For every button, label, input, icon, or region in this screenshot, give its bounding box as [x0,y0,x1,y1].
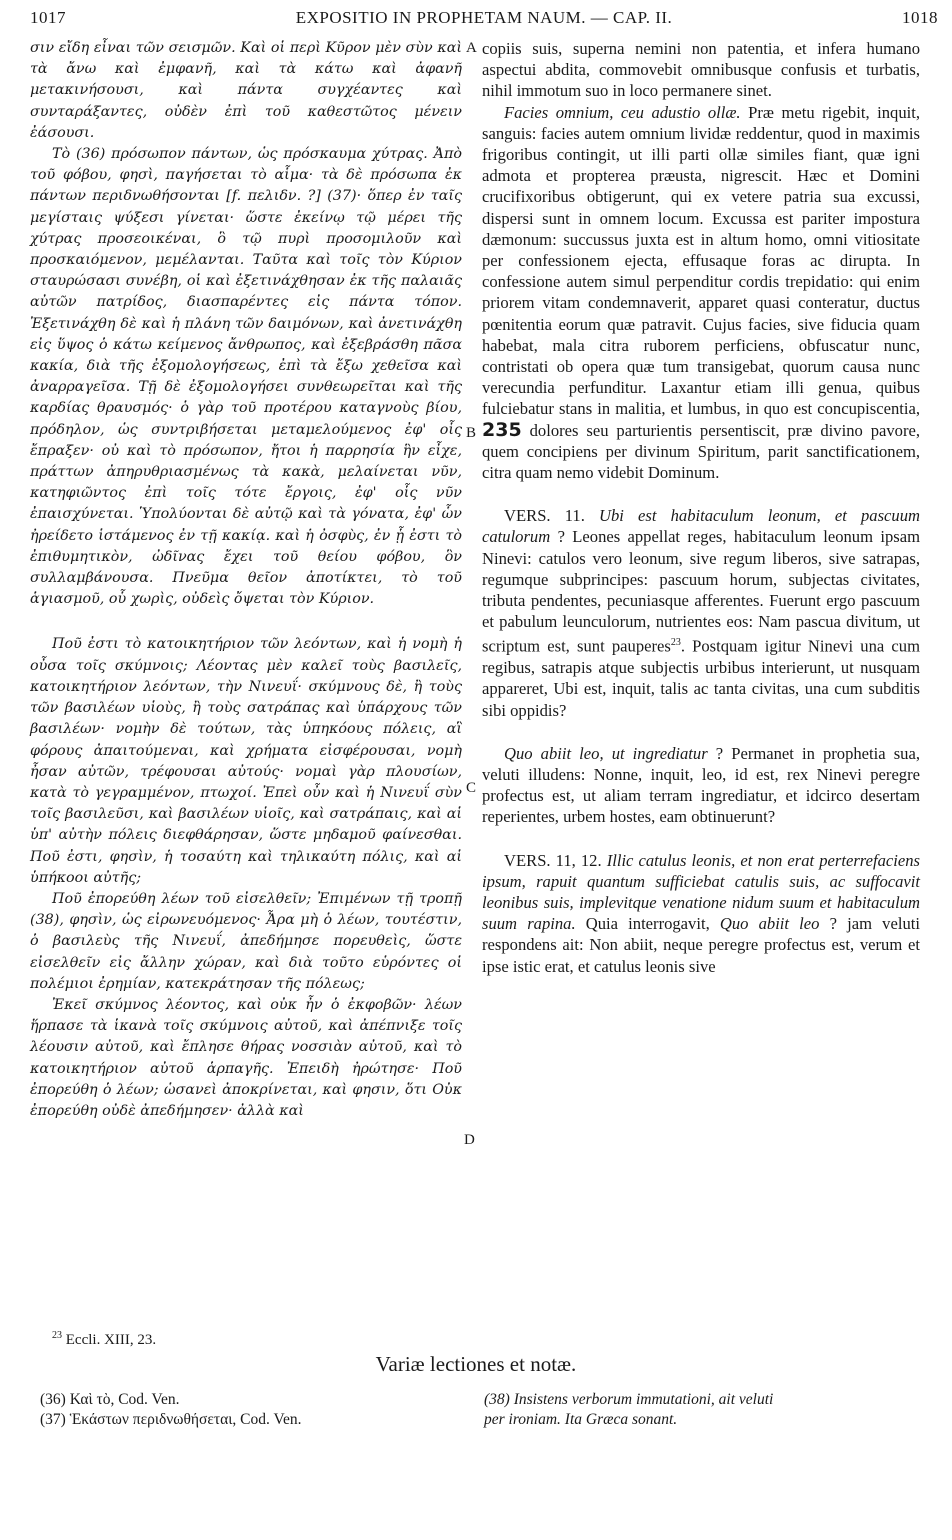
footnote-text: Eccli. XIII, 23. [65,1332,157,1348]
latin-text: Quia interrogavit, [585,914,710,934]
variae-right [484,1390,924,1430]
latin-text: ? jam veluti respondens ait: Non abiit, neque peregre profectus est, verum et ipse istic erat, et catulus leonis sive [482,914,920,976]
variae-left [40,1390,460,1430]
margin-marker-d: D [464,1132,475,1148]
running-header [30,8,938,34]
margin-marker-a: A [466,40,477,56]
latin-paragraph [482,850,920,977]
margin-marker-c: C [466,780,477,796]
greek-paragraph: σιν εἴδη εἶναι τῶν σεισμῶν. Καὶ οἱ περὶ Κῦρον μὲν σὺν καὶ τὰ ἄνω καὶ ἐμφανῆ, καὶ τὰ κάτω καὶ ἀφανῆ μετακινήσουσι, καὶ πάντα συγχέαντες καὶ συνταράξαντες, οὐδὲν ἐπὶ τοῦ καθεστῶτος μένειν ἐάσουσι. [30,40,462,141]
footnote-ref: 23 [670,637,681,649]
variant-note: per ironiam. Ita Græca sonant. [484,1411,678,1428]
verse-ref: VERS. 11. [504,506,585,526]
variae-title: Variæ lectiones et notæ. [375,1352,577,1376]
lemma: Quo abiit leo [719,914,820,934]
greek-paragraph: Τὸ (36) πρόσωπον πάντων, ὡς πρόσκαυμα χύτρας. Ἀπὸ τοῦ φόβου, φησὶ, παγήσεται τὸ αἷμα· τὰ δὲ πρόσωπα ἐκ πάντων περιδνωθήσονται [f. πελιδν. ?] (37)· ὅπερ ἐν ταῖς μεγίσταις ψύξεσι γίνεται· ὥστε ἐκείνῳ τῷ μέρει τῆς χύτρας προσεοικέναι, ὃ τῷ πυρὶ προσομιλοῦν καὶ προσκαιόμενον, μεμέλανται. Ταῦτα καὶ τοῖς τὸν Κύριον σταυρώσασι συνέβη, οἱ καὶ ἐξετινάχθησαν ἐκ τῆς παλαιᾶς αὐτῶν πατρίδος, διασπαρέντες εἰς πάντα τόπον. Ἐξετινάχθη δὲ καὶ ἡ πλάνη τῶν δαιμόνων, καὶ ἀνετινάχθη εἰς ὕψος ὁ κάτω κείμενος ἄνθρωπος, καὶ ἐξεβράσθη πᾶσα κακία, διὰ τῆς ἐξομολογήσεως, ἐπὶ τὰ ἔξω χεθεῖσα καὶ ἀναρραγεῖσα. Τῇ δὲ ἐξομολογήσει συνθεωρεῖται καὶ τῆς καρδίας θραυσμός· ὁ γὰρ τοῦ προτέρου καταγνοὺς βίου, πρόδηλον, ὡς συντριβήσεται μεταμελούμενος ἐφ' οἷς ἔπραξεν· οὐ καὶ τὸ πρόσωπον, ἤτοι ἡ παρρησία ἣν εἶχε, πράττων ἀπηρυθριασμένως τὰ κακὰ, μελαίνεται νῦν, κατηφιῶντος ἐπὶ τοῖς τότε ἔργοις, ἐφ' οἷς νῦν ἐπαισχύνεται. Ὑπολύονται δὲ αὐτῷ καὶ τὰ γόνατα, ἐφ' ὧν ἠρείδετο ἱστάμενος ἐν τῇ κακίᾳ. καὶ ἡ ὀσφὺς, ἐν ᾗ ἐστι τὸ ἐπιθυμητικὸν, ὠδῖνας ἔχει τοῦ θείου φόβου, ὃν συλλαμβάνουσα. Πνεῦμα θεῖον ἀποτίκτει, τὸ τοῦ ἁγιασμοῦ, οὗ χωρὶς, οὐδεὶς ὄψεται τὸν Κύριον. [30,146,462,608]
variant-note: (37) Ἑκάστων περιδνωθήσεται, Cod. Ven. [40,1411,302,1428]
verse-ref: VERS. 11, 12. [504,850,602,870]
variant-note: (36) Καὶ τὸ, Cod. Ven. [40,1391,180,1408]
latin-paragraph [482,743,920,828]
greek-paragraph: Ποῦ ἐστι τὸ κατοικητήριον τῶν λεόντων, καὶ ἡ νομὴ ἡ οὖσα τοῖς σκύμνοις; Λέοντας μὲν καλεῖ τοὺς βασιλεῖς, κατοικητήριον λεόντων, τὴν Νινευΐ· σκύμνους δὲ, ἢ τοὺς τῶν βασιλέων υἱοὺς, ἢ τοὺς σατράπας καὶ ὑπάρχους τῶν βασιλέων· νομὴν δὲ τούτων, τὰς ὑπηκόους πόλεις, αἳ φόρους ἀπαιτούμεναι, καὶ χρήματα εἰσφέρουσαι, νομὴ ἦσαν αὐτῶν, τρέφουσαι αὐτούς· νομαὶ γὰρ πλουσίων, κατὰ τὸ γεγραμμένον, πτωχοί. Ἐπεὶ οὖν καὶ ἡ Νινευΐ σὺν τοῖς βασιλεῦσι, καὶ βασιλέων υἱοῖς, καὶ σατράπαις, καὶ αἱ ὑπ' αὐτὴν πόλεις διεφθάρησαν, ὥστε μηδαμοῦ φαίνεσθαι. Ποῦ ἐστι, φησὶν, ἡ τοσαύτη καὶ τηλικαύτη πόλις, καὶ αἱ ὑπήκοοι αὐτῆς; [30,636,462,886]
latin-paragraph [482,505,920,721]
lemma: Facies omnium, ceu adustio ollæ. [504,102,741,122]
lemma: Quo abiit leo, ut ingrediatur [504,743,708,763]
latin-paragraph [482,102,920,484]
greek-column [30,38,462,1122]
greek-paragraph: Ποῦ ἐπορεύθη λέων τοῦ εἰσελθεῖν; Ἐπιμένων τῇ τροπῇ (38), φησὶν, ὡς εἰρωνευόμενος· Ἆρα μὴ ὁ λέων, τουτέστιν, ὁ βασιλεὺς τῆς Νινευΐ, ἀπεδήμησε πορευθεὶς, ὥστε εἰσελθεῖν εἰς ἄλλην χώραν, καὶ διὰ τοῦτο εὑρόντες οἱ πολέμιοι ἐρημίαν, κατεκράτησαν τῆς πόλεως; [30,890,462,992]
latin-column [482,38,920,977]
variant-note: (38) Insistens verborum immutationi, ait veluti [484,1391,774,1408]
footnote [52,1330,156,1349]
latin-text: dolores seu parturientis persentiscit, præ divino pavore, quem concipiens per divinum Spiritum, parit sanctificationem, citra quam nemo videbit Dominum. [482,420,921,483]
latin-text: Præ metu rigebit, inquit, sanguis: facies autem omnium lividæ reddentur, quod in maximis frigoribus contingit, ut illi parti ollæ similes fiant, quæ igni admota et propterea præusta, nigrescit. Hæc et Domini crucifixoribus obtigerunt, qui ex vetere patria sua excussi, dispersi sunt in omnem locum. Excussa est pariter impostura dæmonum: succussus juxta est in altum homo, omni vitiositate per confessionem ejecta, effusaque foras ac dirupta. In confessione autem simul perpenditur cordis trepidatio: qui enim priorem vitam condemnaverit, apparet quasi conteratur, ductus pœnitentia eorum quæ patravit. Cujus facies, sive fiducia quam habebat, mala citra ruborem perficiens, obfuscatur nunc, contristati ob opera quæ tum transigebat, quorum causa nunc verecundia perfunditur. Laxantur etiam illi genua, quibus fulciebatur stans in malitia, et lumbus, in quo est concupiscentia, [482,102,920,419]
page-number-marker: 235 [482,418,522,441]
right-page-number: 1018 [902,8,938,27]
greek-paragraph: Ἐκεῖ σκύμνος λέοντος, καὶ οὐκ ἦν ὁ ἐκφοβῶν· λέων ἥρπασε τὰ ἱκανὰ τοῖς σκύμνοις αὐτοῦ, καὶ ἀπέπνιξε τοῖς λέουσιν αὐτοῦ, καὶ ἔπλησε θήρας νοσσιὰν αὐτοῦ, καὶ τὸ κατοικητήριον αὐτοῦ ἁρπαγῆς. Ἐπειδὴ ἠρώτησε· Ποῦ ἐπορεύθη ὁ λέων; ὡσανεὶ ἀποκρίνεται, καὶ φησιν, ὅτι Οὐκ ἐπορεύθη οὐδὲ ἀπεδήμησεν· ἀλλὰ καὶ [30,996,462,1119]
lemma: Ubi est habitaculum leonum, et pascuum catulorum [482,506,920,547]
running-title: EXPOSITIO IN PROPHETAM NAUM. — CAP. II. [295,8,673,27]
left-page-number: 1017 [30,8,66,27]
margin-marker-b: B [466,425,477,441]
latin-text: ? Leones appellat reges, habitaculum leonum ipsam Ninevi: catulos vero leonum, sive regum liberos, sive satrapas, regumque subprincipes: pascuum horum, subjectas civitates, tributa pendentes, pecuniasque afferentes. Fuerunt ergo pascuum et pabulum leunculorum, nutrientes eos: Nam pascua divitum, ut scriptum est, sunt pauperes [482,527,920,657]
footnote-number: 23 [52,1330,62,1341]
latin-text: ? Permanet in prophetia sua, veluti illudens: Nonne, inquit, leo, id est, rex Ninevi peregre profectus est, ut aliam terram ingrediatur, et idcirco desertam reperientes, urbem hostes, eam obtinuerunt? [482,743,920,827]
latin-text: . Postquam igitur Ninevi una cum regibus, satrapis atque subjectis urbibus interierunt, ut nusquam appareret, Ubi est, inquit, talis ac tanta civitas, una cum subditis sibi oppidis? [482,637,920,720]
lemma: Illic catulus leonis, et non erat perterrefaciens ipsum, rapuit quantum sufficiebat catulis suis, ac suffocavit leonibus suis, implevitque venatione nidum suum et habitaculum suum rapina. [482,850,920,934]
latin-paragraph: copiis suis, superna nemini non patentia, et infera humano aspectui abdita, commovebit omnibusque confusis et turbatis, nihil immotum suo in loco permanere sinet. [482,39,920,101]
